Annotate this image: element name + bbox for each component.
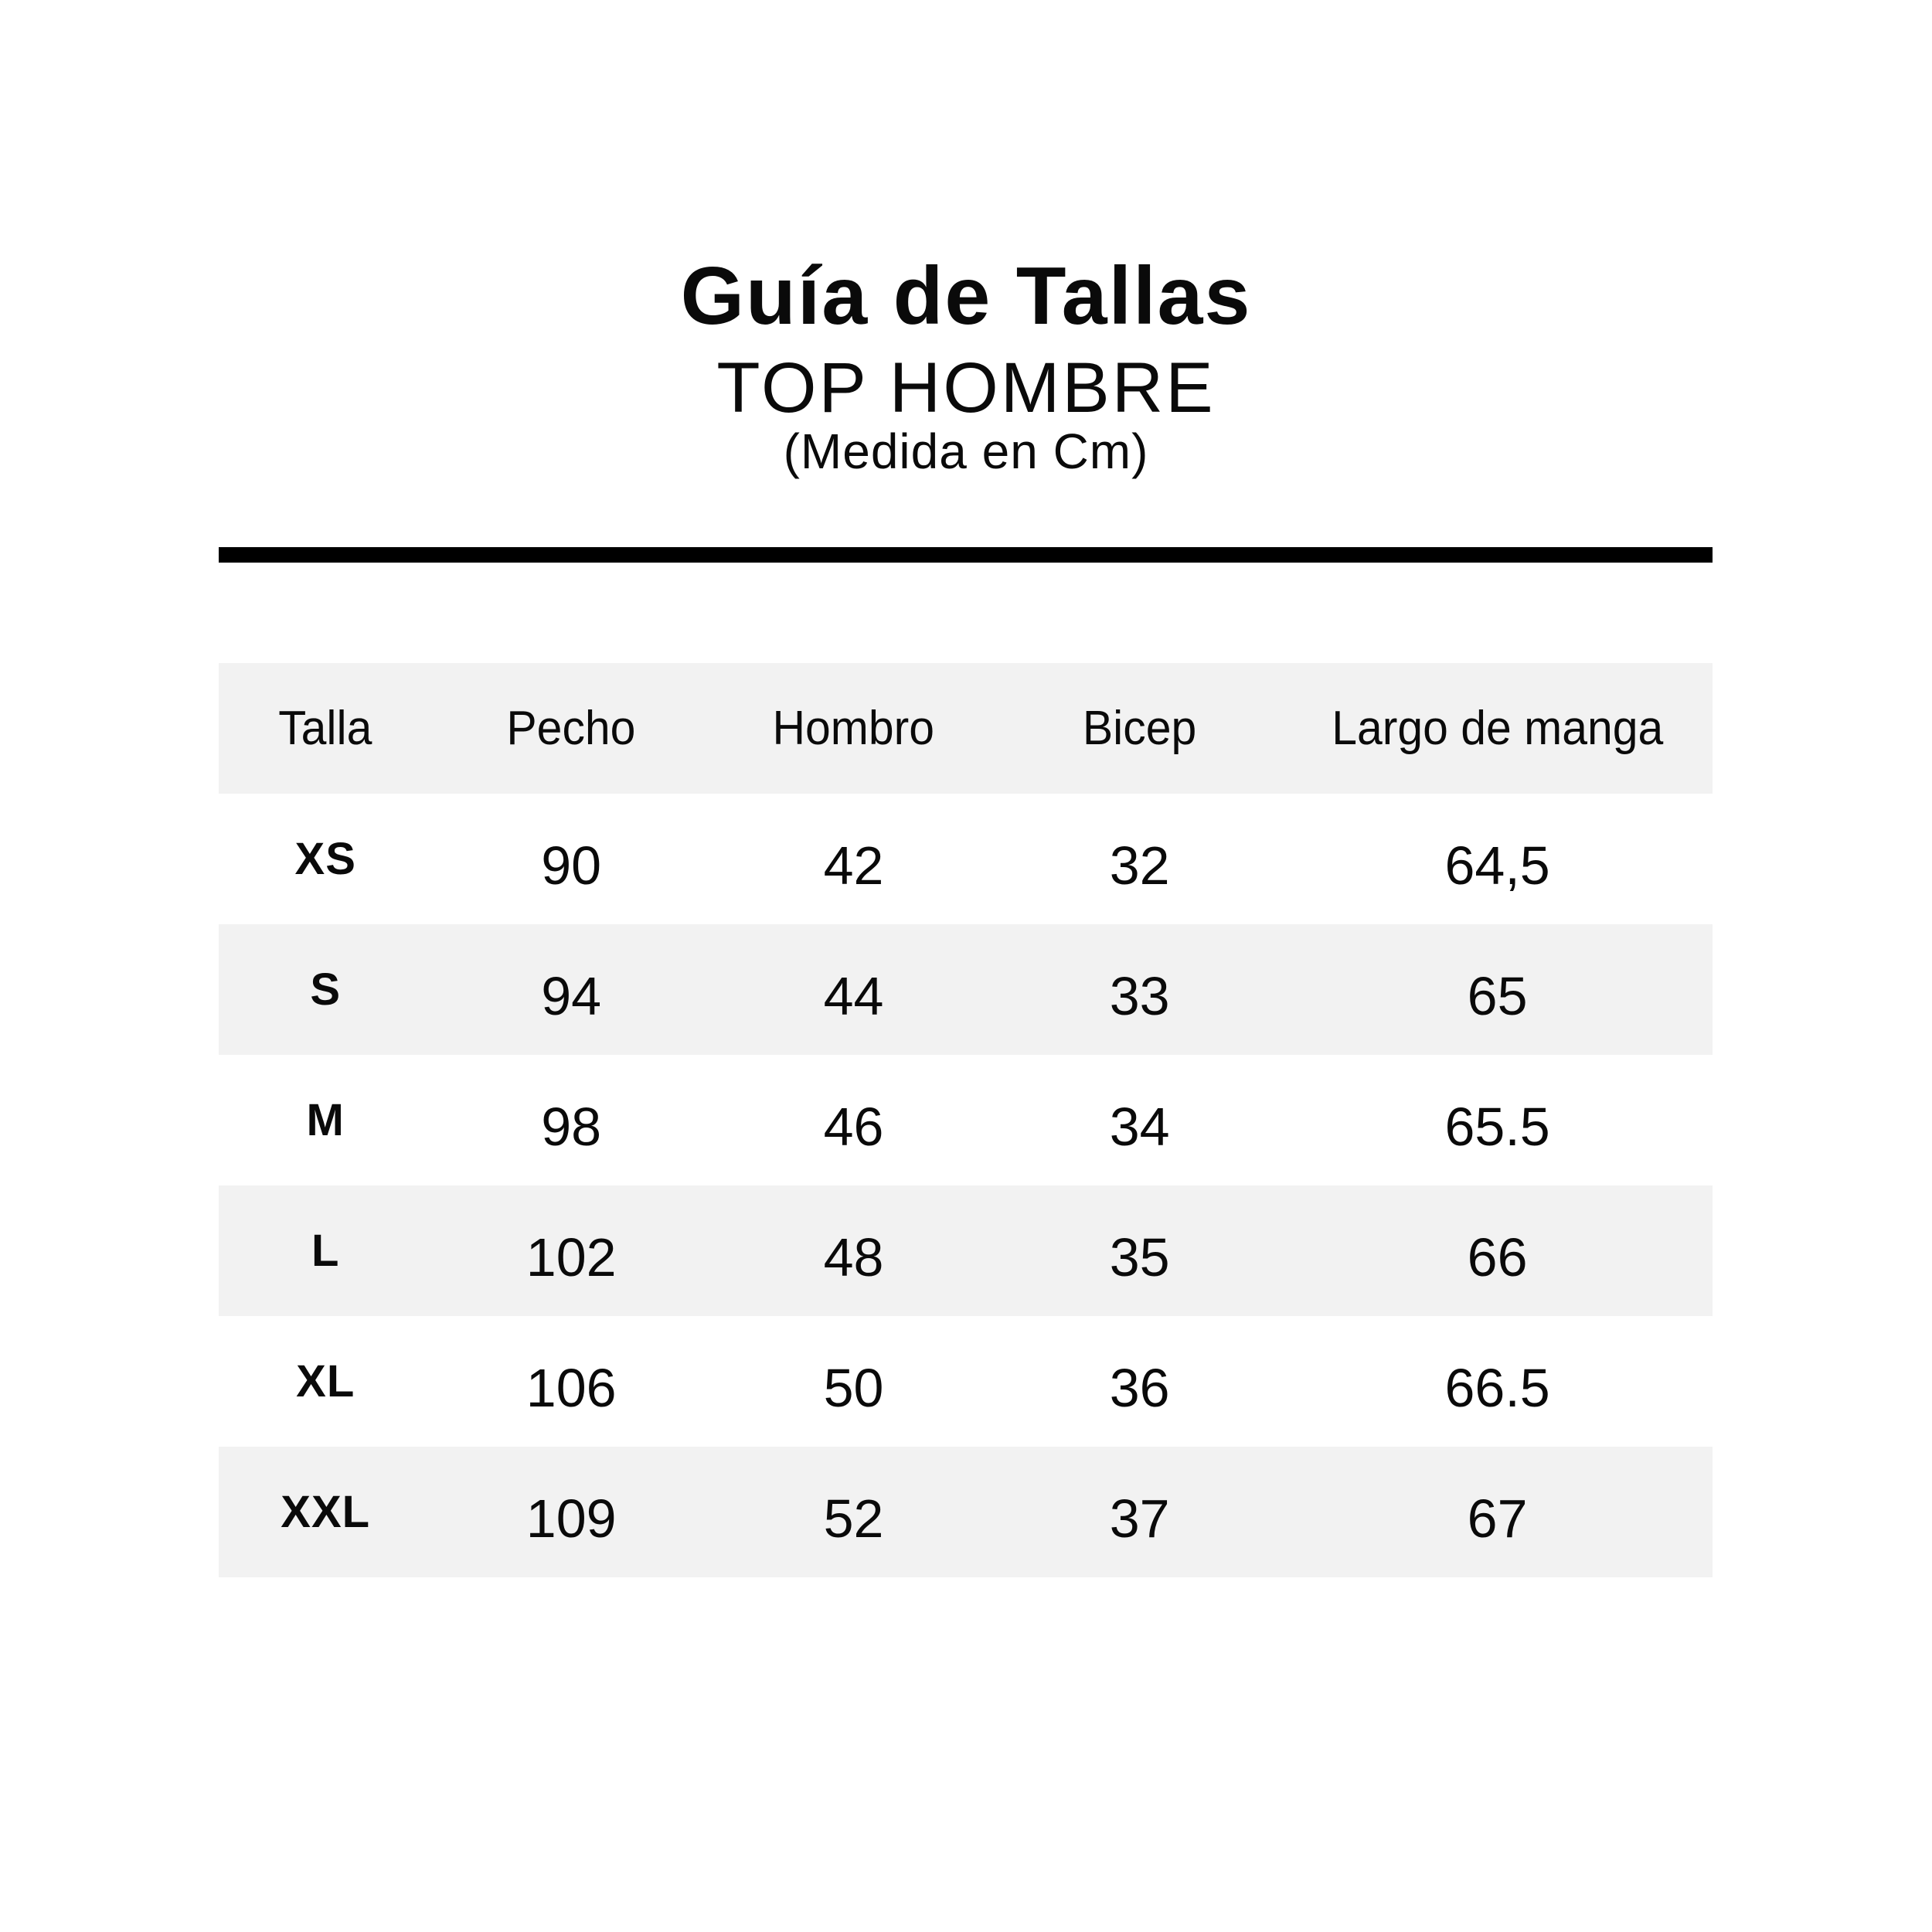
divider-rule (219, 547, 1713, 563)
size-table (219, 663, 1713, 1577)
header-hombro-label: Hombro (772, 702, 935, 755)
largo-de-manga-value: 65 (1467, 965, 1528, 1026)
table-header-row (219, 663, 1713, 794)
header-hombro (710, 663, 997, 794)
table-row-xs (219, 794, 1713, 924)
table-row-xl (219, 1316, 1713, 1447)
header-talla (219, 663, 432, 794)
largo-de-manga-value: 67 (1467, 1488, 1528, 1549)
largo-de-manga-value: 65.5 (1444, 1096, 1550, 1157)
header-largo-de-manga-label: Largo de manga (1332, 702, 1664, 755)
page-title: Guía de Tallas (680, 250, 1252, 342)
size-label: M (306, 1095, 345, 1145)
page-subtitle: TOP HOMBRE (716, 349, 1216, 427)
header-talla-label: Talla (278, 702, 372, 755)
table-row-xxl (219, 1447, 1713, 1577)
largo-de-manga-value: 64,5 (1444, 835, 1550, 896)
bicep-value: 33 (1109, 965, 1170, 1026)
hombro-value: 42 (823, 835, 884, 896)
size-label: L (311, 1226, 340, 1276)
pecho-value: 102 (526, 1226, 617, 1287)
header-largo-de-manga (1282, 663, 1713, 794)
table-row-m (219, 1055, 1713, 1185)
header-pecho (432, 663, 710, 794)
header-bicep (997, 663, 1282, 794)
header-pecho-label: Pecho (506, 702, 636, 755)
table-row-s (219, 924, 1713, 1055)
pecho-value: 90 (541, 835, 602, 896)
bicep-value: 37 (1109, 1488, 1170, 1549)
pecho-value: 98 (541, 1096, 602, 1157)
size-label: XS (294, 834, 356, 884)
pecho-value: 109 (526, 1488, 617, 1549)
unit-note: (Medida en Cm) (783, 423, 1149, 479)
hombro-value: 46 (823, 1096, 884, 1157)
hombro-value: 48 (823, 1226, 884, 1287)
bicep-value: 35 (1109, 1226, 1170, 1287)
size-cell (219, 794, 432, 924)
bicep-value: 32 (1109, 835, 1170, 896)
hombro-value: 44 (823, 965, 884, 1026)
size-label: XL (296, 1356, 355, 1406)
largo-de-manga-value: 66 (1467, 1226, 1528, 1287)
pecho-value: 106 (526, 1357, 617, 1418)
size-cell (219, 1055, 432, 1185)
size-label: XXL (281, 1487, 371, 1537)
header-bicep-label: Bicep (1082, 702, 1197, 755)
size-cell (219, 924, 432, 1055)
hombro-value: 50 (823, 1357, 884, 1418)
largo-de-manga-value: 66.5 (1444, 1357, 1550, 1418)
size-label: S (310, 964, 342, 1015)
bicep-value: 34 (1109, 1096, 1170, 1157)
hombro-value: 52 (823, 1488, 884, 1549)
size-cell (219, 1185, 432, 1316)
table-row-l (219, 1185, 1713, 1316)
bicep-value: 36 (1109, 1357, 1170, 1418)
size-cell (219, 1447, 432, 1577)
pecho-value: 94 (541, 965, 602, 1026)
size-cell (219, 1316, 432, 1447)
